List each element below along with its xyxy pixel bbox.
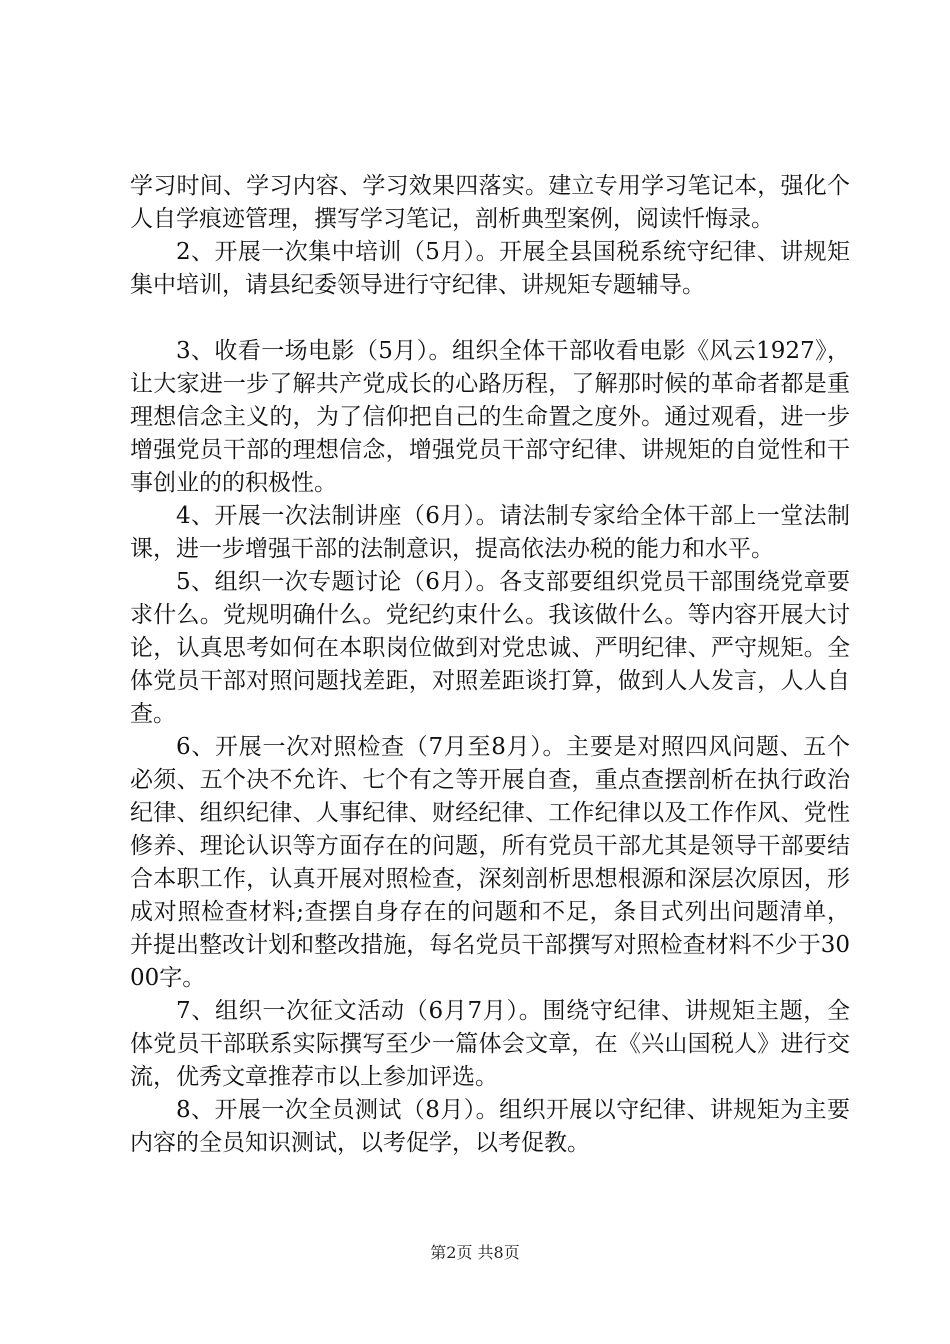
paragraph-item-8: 8、开展一次全员测试（8月）。组织开展以守纪律、讲规矩为主要内容的全员知识测试，以考促学，以考促教。 <box>130 1097 850 1156</box>
paragraph-continued: 学习时间、学习内容、学习效果四落实。建立专用学习笔记本，强化个人自学痕迹管理，撰写学习笔记，剖析典型案例，阅读忏悔录。 <box>130 173 850 232</box>
paragraph-item-5: 5、组织一次专题讨论（6月）。各支部要组织党员干部围绕党章要求什么。党规明确什么。党纪约束什么。我该做什么。等内容开展大讨论，认真思考如何在本职岗位做到对党忠诚、严明纪律、严守规矩。全体党员干部对照问题找差距，对照差距谈打算，做到人人发言，人人自查。 <box>130 569 850 727</box>
document-body <box>130 170 850 1160</box>
paragraph-item-6: 6、开展一次对照检查（7月至8月）。主要是对照四风问题、五个必须、五个决不允许、七个有之等开展自查，重点查摆剖析在执行政治纪律、组织纪律、人事纪律、财经纪律、工作纪律以及工作作风、党性修养、理论认识等方面存在的问题，所有党员干部尤其是领导干部要结合本职工作，认真开展对照检查，深刻剖析思想根源和深层次原因，形成对照检查材料;查摆自身存在的问题和不足，条目式列出问题清单，并提出整改计划和整改措施，每名党员干部撰写对照检查材料不少于3000字。 <box>130 734 850 991</box>
paragraph-item-7: 7、组织一次征文活动（6月7月）。围绕守纪律、讲规矩主题，全体党员干部联系实际撰写至少一篇体会文章，在《兴山国税人》进行交流，优秀文章推荐市以上参加评选。 <box>130 998 850 1090</box>
paragraph-item-2: 2、开展一次集中培训（5月）。开展全县国税系统守纪律、讲规矩集中培训，请县纪委领导进行守纪律、讲规矩专题辅导。 <box>130 239 850 298</box>
paragraph-item-3: 3、收看一场电影（5月）。组织全体干部收看电影《风云1927》，让大家进一步了解共产党成长的心路历程，了解那时候的革命者都是重理想信念主义的，为了信仰把自己的生命置之度外。通过观看，进一步增强党员干部的理想信念，增强党员干部守纪律、讲规矩的自觉性和干事创业的的积极性。 <box>130 338 850 496</box>
paragraph-item-4: 4、开展一次法制讲座（6月）。请法制专家给全体干部上一堂法制课，进一步增强干部的法制意识，提高依法办税的能力和水平。 <box>130 503 850 562</box>
page-number-footer: 第2页 共8页 <box>430 1243 520 1262</box>
